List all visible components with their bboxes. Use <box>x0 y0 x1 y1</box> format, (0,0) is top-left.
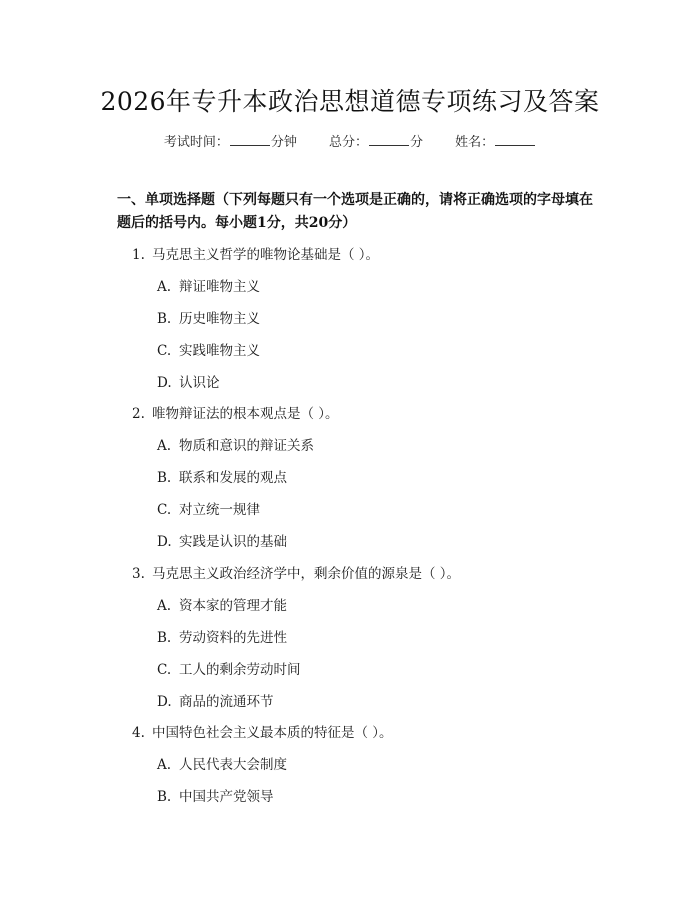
exam-time-unit: 分钟 <box>270 135 297 150</box>
option-text: 对立统一规律 <box>179 502 260 518</box>
option-text: 人民代表大会制度 <box>179 757 287 773</box>
option-text: 历史唯物主义 <box>179 311 260 327</box>
exam-meta <box>0 131 700 150</box>
option-letter: C. <box>157 343 172 359</box>
option-3d <box>157 690 274 710</box>
option-text: 物质和意识的辩证关系 <box>179 438 314 454</box>
option-text: 中国共产党领导 <box>179 789 274 805</box>
question-number: 1. <box>132 247 145 263</box>
option-letter: B. <box>157 789 172 805</box>
option-letter: B. <box>157 470 172 486</box>
name-blank <box>495 144 535 146</box>
question-number: 4. <box>132 725 145 741</box>
option-letter: B. <box>157 630 172 646</box>
option-letter: C. <box>157 662 172 678</box>
option-text: 劳动资料的先进性 <box>179 630 287 646</box>
option-letter: D. <box>157 694 172 710</box>
name-field <box>455 131 536 150</box>
option-2a <box>157 434 314 454</box>
question-number: 2. <box>132 406 145 422</box>
option-letter: A. <box>157 279 172 295</box>
option-letter: D. <box>157 534 172 550</box>
option-text: 实践唯物主义 <box>179 343 260 359</box>
option-text: 联系和发展的观点 <box>179 470 287 486</box>
option-3a <box>157 594 287 614</box>
option-3b <box>157 626 287 646</box>
document-title: 2026年专升本政治思想道德专项练习及答案 <box>100 87 600 116</box>
option-text: 辩证唯物主义 <box>179 279 260 295</box>
option-4b <box>157 785 274 805</box>
exam-time-field <box>164 131 297 150</box>
option-1a <box>157 275 260 295</box>
option-text: 实践是认识的基础 <box>179 534 287 550</box>
option-letter: D. <box>157 375 172 391</box>
exam-time-blank <box>230 144 270 146</box>
section-heading: 一、单项选择题（下列每题只有一个选项是正确的，请将正确选项的字母填在题后的括号内。每小题1分，共20分） <box>117 192 593 231</box>
question-text: 唯物辩证法的根本观点是（ ）。 <box>152 406 339 422</box>
total-score-blank <box>369 144 409 146</box>
name-label: 姓名： <box>455 135 495 150</box>
option-text: 资本家的管理才能 <box>179 598 287 614</box>
question-2 <box>132 402 339 422</box>
question-3 <box>132 562 460 582</box>
option-text: 认识论 <box>179 375 220 391</box>
option-letter: C. <box>157 502 172 518</box>
question-text: 马克思主义哲学的唯物论基础是（ ）。 <box>152 247 380 263</box>
question-text: 马克思主义政治经济学中，剩余价值的源泉是（ ）。 <box>152 566 461 582</box>
total-score-field <box>329 131 423 150</box>
option-2d <box>157 530 287 550</box>
option-2c <box>157 498 260 518</box>
question-number: 3. <box>132 566 145 582</box>
option-letter: A. <box>157 598 172 614</box>
option-4a <box>157 753 287 773</box>
option-3c <box>157 658 301 678</box>
question-text: 中国特色社会主义最本质的特征是（ ）。 <box>152 725 393 741</box>
question-4 <box>132 721 393 741</box>
question-1 <box>132 243 379 263</box>
option-text: 商品的流通环节 <box>179 694 274 710</box>
option-letter: A. <box>157 438 172 454</box>
total-score-unit: 分 <box>410 135 424 150</box>
option-letter: B. <box>157 311 172 327</box>
option-letter: A. <box>157 757 172 773</box>
option-text: 工人的剩余劳动时间 <box>179 662 301 678</box>
option-1c <box>157 339 260 359</box>
option-2b <box>157 466 287 486</box>
total-score-label: 总分： <box>328 135 368 150</box>
option-1d <box>157 371 220 391</box>
exam-time-label: 考试时间： <box>163 135 229 150</box>
option-1b <box>157 307 260 327</box>
